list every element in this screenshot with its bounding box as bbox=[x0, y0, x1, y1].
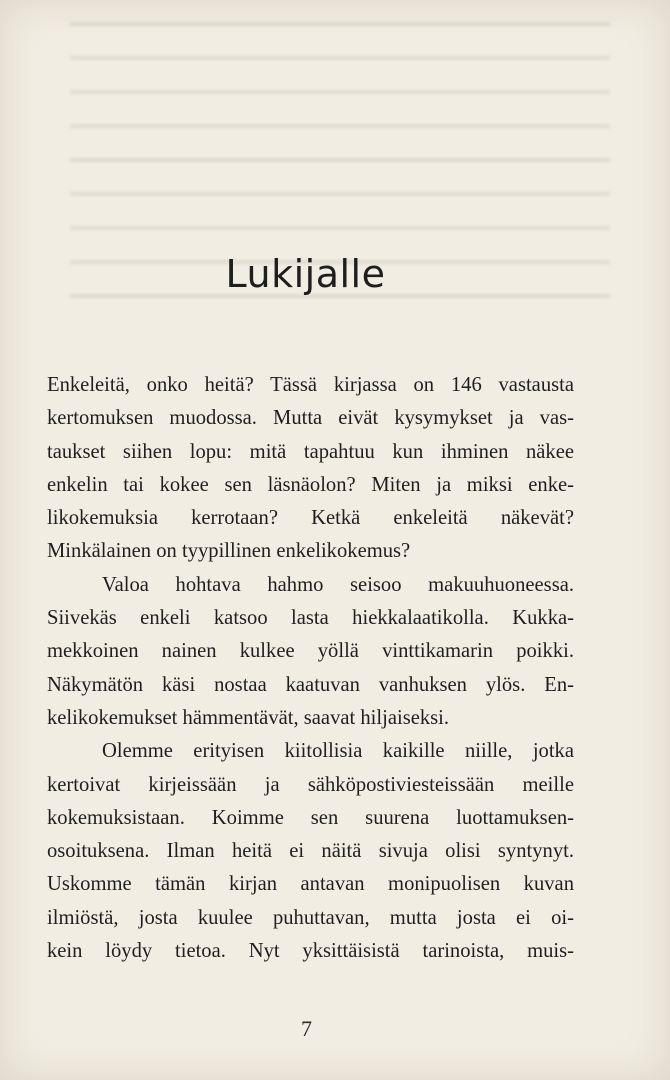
text-line: kertoivat kirjeissään ja sähköpostiviesteissään meille bbox=[47, 773, 574, 796]
text-line: mekkoinen nainen kulkee yöllä vinttikamarin poikki. bbox=[47, 640, 574, 663]
text-line: kein löydy tietoa. Nyt yksittäisistä tarinoista, muis- bbox=[47, 940, 574, 963]
text-line: enkelin tai kokee sen läsnäolon? Miten ja miksi enke- bbox=[47, 473, 574, 496]
text-line: osoituksena. Ilman heitä ei näitä sivuja olisi syntynyt. bbox=[47, 840, 574, 863]
page-number: 7 bbox=[301, 1016, 312, 1041]
page-title: Lukijalle bbox=[225, 252, 386, 296]
text-line: kertomuksen muodossa. Mutta eivät kysymykset ja vas- bbox=[47, 407, 574, 430]
text-line: Uskomme tämän kirjan antavan monipuolisen kuvan bbox=[47, 873, 574, 896]
body-text bbox=[47, 369, 574, 968]
text-line: Siivekäs enkeli katsoo lasta hiekkalaatikolla. Kukka- bbox=[47, 607, 574, 630]
text-line: Minkälainen on tyypillinen enkelikokemus? bbox=[47, 540, 411, 563]
text-line: likokemuksia kerrotaan? Ketkä enkeleitä näkevät? bbox=[47, 507, 574, 530]
text-line: Valoa hohtava hahmo seisoo makuuhuoneessa. bbox=[102, 573, 574, 596]
text-line: kokemuksistaan. Koimme sen suurena luottamuksen- bbox=[47, 806, 574, 829]
text-line: kelikokemukset hämmentävät, saavat hiljaiseksi. bbox=[47, 706, 450, 729]
text-line: Olemme erityisen kiitollisia kaikille niille, jotka bbox=[102, 740, 574, 763]
text-line: ilmiöstä, josta kuulee puhuttavan, mutta josta ei oi- bbox=[47, 906, 574, 929]
text-line: taukset siihen lopu: mitä tapahtuu kun ihminen näkee bbox=[47, 440, 574, 463]
text-line: Näkymätön käsi nostaa kaatuvan vanhuksen ylös. En- bbox=[47, 673, 574, 696]
text-line: Enkeleitä, onko heitä? Tässä kirjassa on 146 vastausta bbox=[47, 374, 574, 396]
